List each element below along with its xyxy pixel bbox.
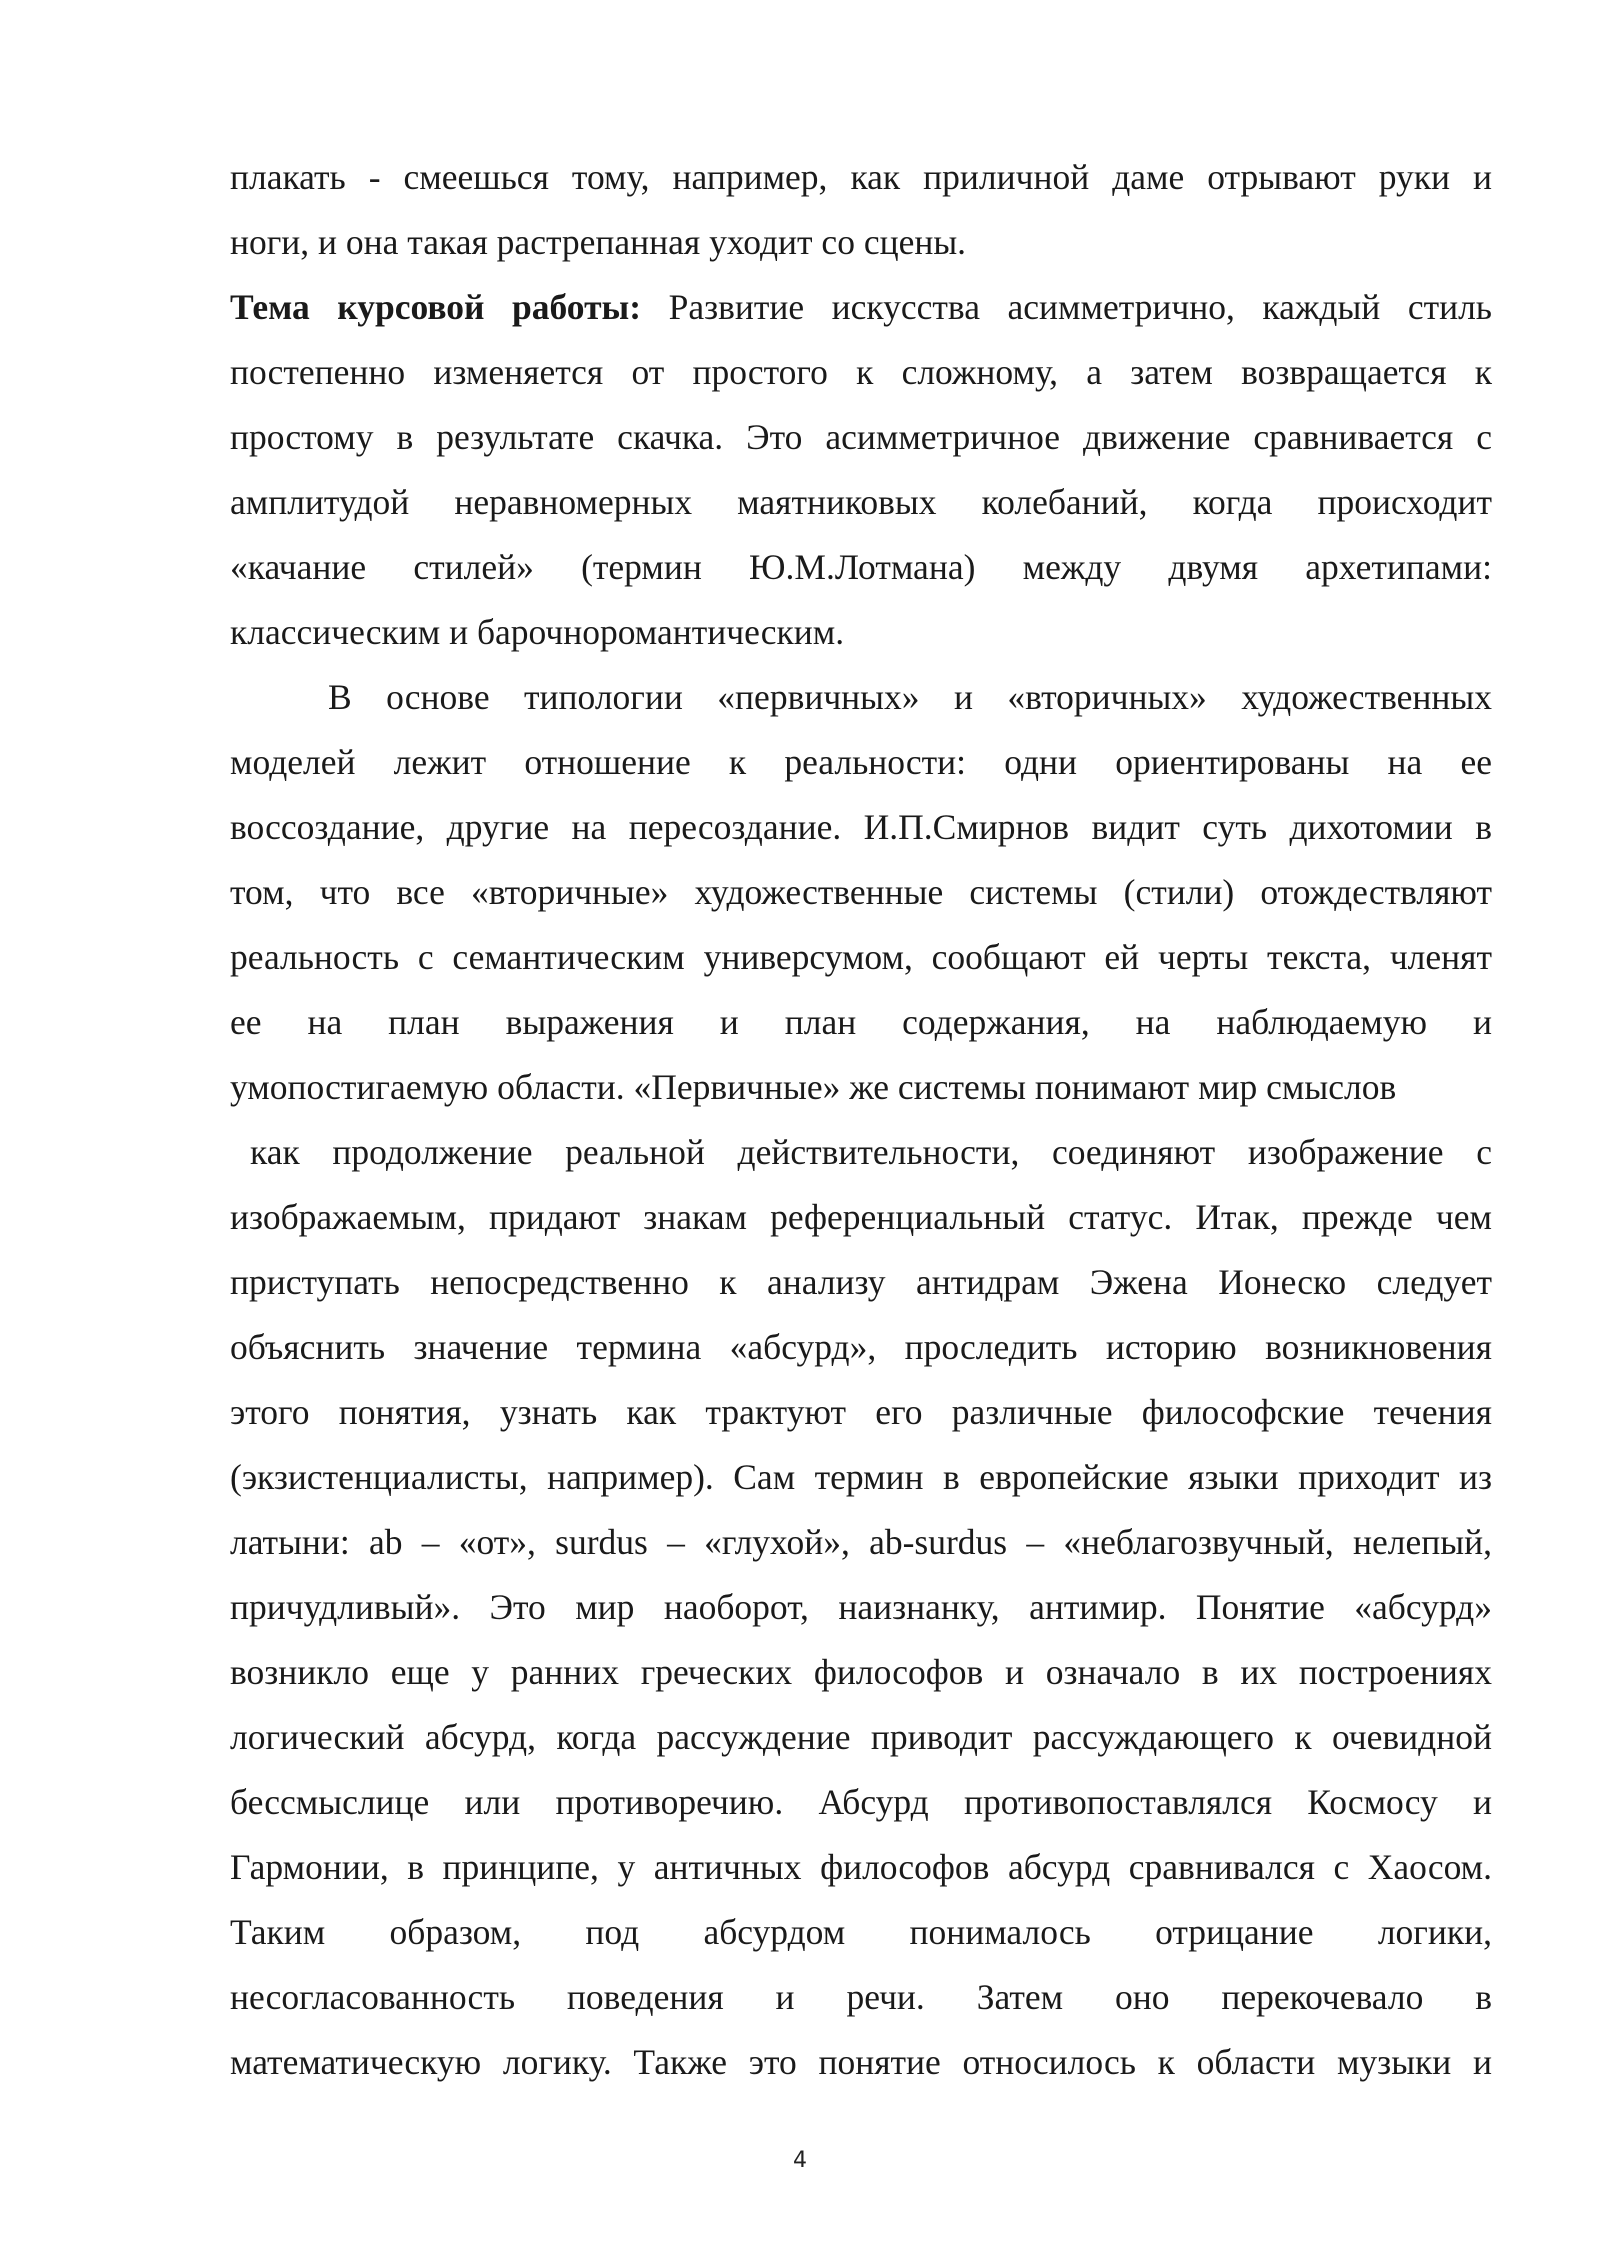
text-line [230,795,1492,860]
line-text: изображаемым, придают знакам референциальный статус. Итак, прежде чем [230,1197,1492,1237]
text-line [230,1640,1492,1705]
text-line [230,1705,1492,1770]
text-line [230,405,1492,470]
line-text: умопостигаемую области. «Первичные» же системы понимают мир смыслов [230,1067,1397,1107]
line-text: «качание стилей» (термин Ю.М.Лотмана) между двумя архетипами: [230,547,1492,587]
text-line [230,1835,1492,1900]
line-text: логический абсурд, когда рассуждение приводит рассуждающего к очевидной [230,1717,1492,1757]
text-line [230,470,1492,535]
line-text: как продолжение реальной действительности, соединяют изображение с [250,1132,1492,1172]
text-line [230,1185,1492,1250]
line-text: амплитудой неравномерных маятниковых колебаний, когда происходит [230,482,1492,522]
line-text: плакать - смеешься тому, например, как приличной даме отрывают руки и [230,157,1492,197]
text-line [230,1445,1492,1510]
line-text: этого понятия, узнать как трактуют его различные философские течения [230,1392,1492,1432]
text-line [230,275,1492,340]
text-line [230,1055,1492,1120]
line-text: (экзистенциалисты, например). Сам термин в европейские языки приходит из [230,1457,1492,1497]
text-line [230,2030,1492,2095]
line-text: причудливый». Это мир наоборот, наизнанку, антимир. Понятие «абсурд» [230,1587,1492,1627]
text-line [230,925,1492,990]
text-line [230,1900,1492,1965]
line-text: математическую логику. Также это понятие относилось к области музыки и [230,2042,1492,2082]
page-number: 4 [793,2148,807,2173]
bold-heading: Тема курсовой работы: [230,287,642,327]
line-text: ее на план выражения и план содержания, на наблюдаемую и [230,1002,1492,1042]
line-text: Таким образом, под абсурдом понималось отрицание логики, [230,1912,1492,1952]
line-text: простому в результате скачка. Это асимметричное движение сравнивается с [230,417,1492,457]
text-line [230,600,1492,665]
text-line [230,1315,1492,1380]
line-text: Гармонии, в принципе, у античных философов абсурд сравнивался с Хаосом. [230,1847,1492,1887]
line-text: бессмыслице или противоречию. Абсурд противопоставлялся Космосу и [230,1782,1492,1822]
text-line [230,340,1492,405]
text-line [230,535,1492,600]
text-line [230,730,1492,795]
line-text: том, что все «вторичные» художественные системы (стили) отождествляют [230,872,1492,912]
text-line [230,860,1492,925]
text-line [230,990,1492,1055]
text-line [230,665,1492,730]
line-text: моделей лежит отношение к реальности: одни ориентированы на ее [230,742,1492,782]
line-text: реальность с семантическим универсумом, сообщают ей черты текста, членят [230,937,1492,977]
line-text: В основе типологии «первичных» и «вторичных» художественных [328,677,1492,717]
line-text: несогласованность поведения и речи. Затем оно перекочевало в [230,1977,1492,2017]
line-text: латыни: ab – «от», surdus – «глухой», ab-surdus – «неблагозвучный, нелепый, [230,1522,1492,1562]
text-line [230,1380,1492,1445]
line-text: Развитие искусства асимметрично, каждый стиль [641,287,1493,327]
text-line [230,1575,1492,1640]
line-text: возникло еще у ранних греческих философов и означало в их построениях [230,1652,1492,1692]
body-text [230,145,1492,2095]
text-line [230,1250,1492,1315]
text-line [230,1770,1492,1835]
line-text: постепенно изменяется от простого к сложному, а затем возвращается к [230,352,1492,392]
text-line [230,210,1492,275]
text-line [230,145,1492,210]
text-line [230,1120,1492,1185]
text-line [230,1510,1492,1575]
line-text: объяснить значение термина «абсурд», проследить историю возникновения [230,1327,1492,1367]
line-text: воссоздание, другие на пересоздание. И.П.Смирнов видит суть дихотомии в [230,807,1492,847]
line-text: ноги, и она такая растрепанная уходит со сцены. [230,222,967,262]
line-text: приступать непосредственно к анализу антидрам Эжена Ионеско следует [230,1262,1492,1302]
line-text: классическим и барочноромантическим. [230,612,845,652]
text-line [230,1965,1492,2030]
